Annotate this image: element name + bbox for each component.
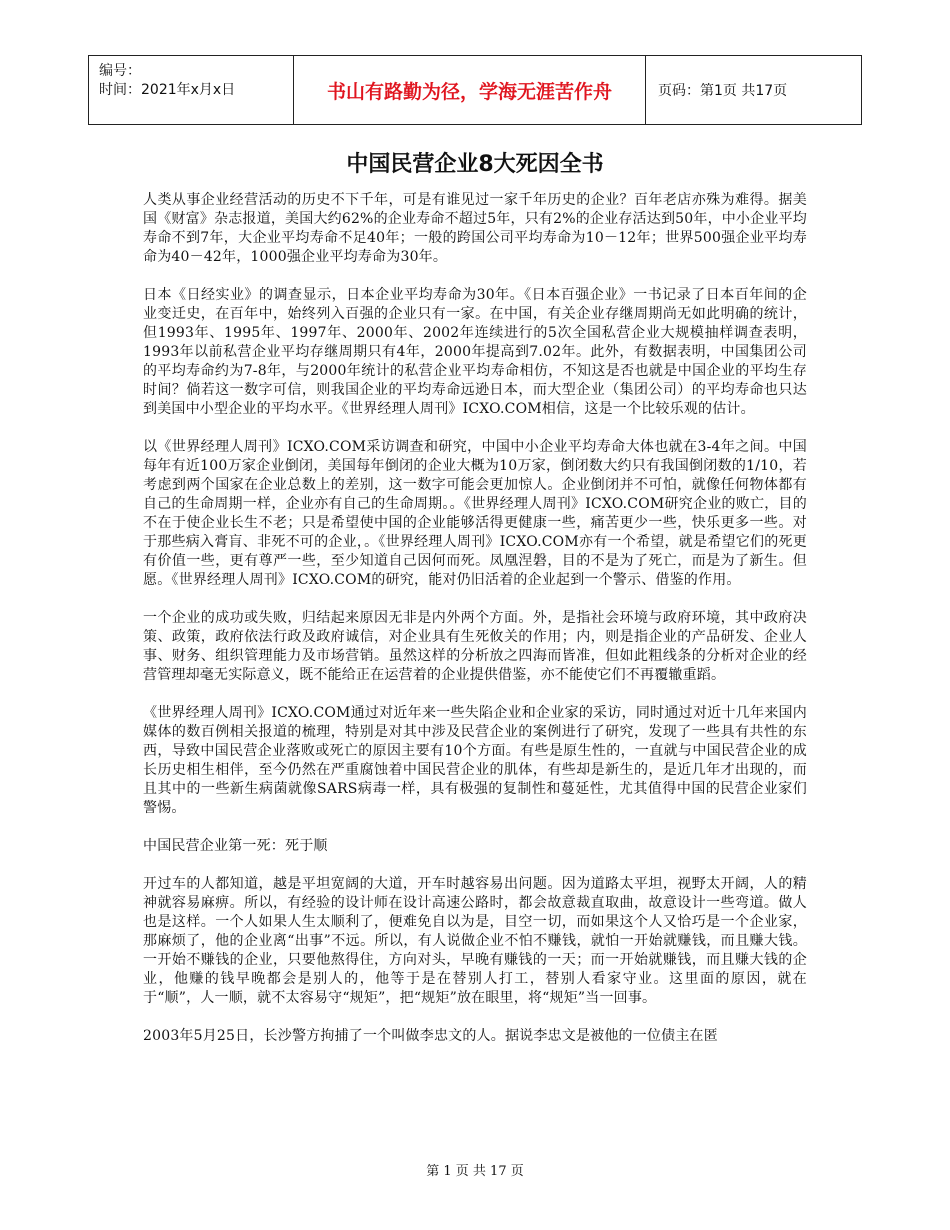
paragraph: 开过车的人都知道，越是平坦宽阔的大道，开车时越容易出问题。因为道路太平坦，视野太开阔，人的精神就容易麻痹。所以，有经验的设计师在设计高速公路时，都会故意裁直取曲，故意设计一些弯道。做人也是这样。一个人如果人生太顺利了，便难免自以为是，目空一切，而如果这个人又恰巧是一个企业家，那麻烦了，他的企业离“出事”不远。所以，有人说做企业不怕不赚钱，就怕一开始就赚钱，而且赚大钱。一开始不赚钱的企业，只要他熬得住，方向对头，早晚有赚钱的一天；而一开始就赚钱，而且赚大钱的企业，他赚的钱早晚都会是别人的，他等于是在替别人打工，替别人看家守业。这里面的原因，就在于“顺”，人一顺，就不太容易守“规矩”，把“规矩”放在眼里，将“规矩”当一回事。 — [143, 876, 807, 1006]
number-label: 编号： — [99, 63, 141, 79]
section-heading: 中国民营企业第一死：死于顺 — [143, 838, 328, 854]
document-header — [88, 55, 862, 125]
paragraph: 日本《日经实业》的调查显示，日本企业平均寿命为30年。《日本百强企业》一书记录了日本百年间的企业变迁史，在百年中，始终列入百强的企业只有一家。在中国，有关企业存继周期尚无如此明确的统计，但1993年、1995年、1997年、2000年、2002年连续进行的5次全国私营企业大规模抽样调查表明，1993年以前私营企业平均存继周期只有4年，2000年提高到7.02年。此外，有数据表明，中国集团公司的平均寿命约为7-8年，与2000年统计的私营企业平均寿命相仿，不知这是否也就是中国企业的平均生存时间？倘若这一数字可信，则我国企业的平均寿命远逊日本，而大型企业（集团公司）的平均寿命也只达到美国中小型企业的平均水平。《世界经理人周刊》ICXO.COM相信，这是一个比较乐观的估计。 — [143, 287, 807, 417]
page-footer: 第 1 页 共 17 页 — [426, 1164, 524, 1179]
header-page-info: 页码：第1页 共17页 — [658, 83, 788, 99]
paragraph: 一个企业的成功或失败，归结起来原因无非是内外两个方面。外，是指社会环境与政府环境，其中政府决策、政策，政府依法行政及政府诚信，对企业具有生死攸关的作用；内，则是指企业的产品研发、企业人事、财务、组织管理能力及市场营销。虽然这样的分析放之四海而皆准，但如此粗线条的分析对企业的经营管理却毫无实际意义，既不能给正在运营着的企业提供借鉴，亦不能使它们不再覆辙重蹈。 — [143, 610, 807, 683]
paragraph: 以《世界经理人周刊》ICXO.COM采访调查和研究，中国中小企业平均寿命大体也就在3-4年之间。中国每年有近100万家企业倒闭，美国每年倒闭的企业大概为10万家，倒闭数大约只有我国倒闭数的1/10，若考虑到两个国家在企业总数上的差别，这一数字可能会更加惊人。企业倒闭并不可怕，就像任何物体都有自己的生命周期一样，企业亦有自己的生命周期。。《世界经理人周刊》ICXO.COM研究企业的败亡，目的不在于使企业长生不老；只是希望使中国的企业能够活得更健康一些，痛苦更少一些，快乐更多一些。对于那些病入膏肓、非死不可的企业，。《世界经理人周刊》ICXO.COM亦有一个希望，就是希望它们的死更有价值一些，更有尊严一些，至少知道自己因何而死。凤凰涅磐，目的不是为了死亡，而是为了新生。但愿。《世界经理人周刊》ICXO.COM的研究，能对仍旧活着的企业起到一个警示、借鉴的作用。 — [143, 439, 807, 588]
document-title: 中国民营企业8大死因全书 — [346, 152, 604, 177]
header-meta — [89, 56, 294, 124]
paragraph: 2003年5月25日，长沙警方拘捕了一个叫做李忠文的人。据说李忠文是被他的一位债主在匿 — [143, 1028, 718, 1044]
time-label: 时间：2021年x月x日 — [99, 82, 236, 98]
paragraph: 《世界经理人周刊》ICXO.COM通过对近年来一些失陷企业和企业家的采访，同时通过对近十几年来国内媒体的数百例相关报道的梳理，特别是对其中涉及民营企业的案例进行了研究，发现了一些具有共性的东西，导致中国民营企业落败或死亡的原因主要有10个方面。有些是原生性的，一直就与中国民营企业的成长历史相生相伴，至今仍然在严重腐蚀着中国民营企业的肌体，有些却是新生的，是近几年才出现的，而且其中的一些新生病菌就像SARS病毒一样，具有极强的复制性和蔓延性，尤其值得中国的民营企业家们警惕。 — [143, 705, 807, 816]
document-body — [143, 191, 807, 1065]
paragraph: 人类从事企业经营活动的历史不下千年，可是有谁见过一家千年历史的企业？百年老店亦殊为难得。据美国《财富》杂志报道，美国大约62%的企业寿命不超过5年，只有2%的企业存活达到50年，中小企业平均寿命不到7年，大企业平均寿命不足40年；一般的跨国公司平均寿命为10－12年；世界500强企业平均寿命为40－42年，1000强企业平均寿命为30年。 — [143, 192, 807, 265]
header-motto: 书山有路勤为径，学海无涯苦作舟 — [294, 56, 646, 124]
